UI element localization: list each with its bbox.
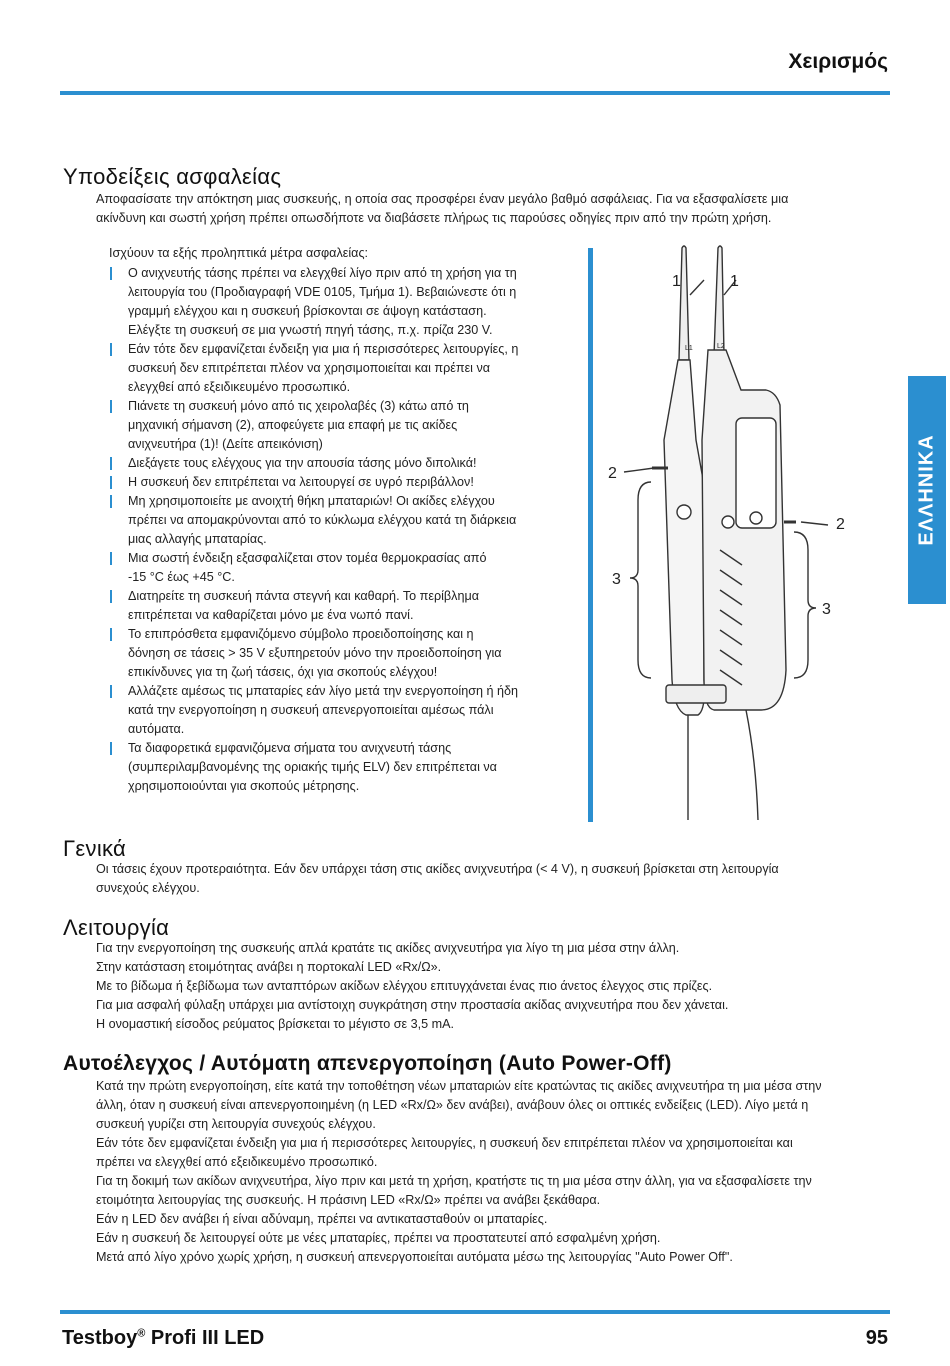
safety-bullet (108, 549, 568, 587)
bullet-marker (110, 343, 112, 356)
cable-right (746, 710, 758, 820)
safety-bullet-line: επικίνδυνες για τη ζωή τάσεις, όχι για σκοπούς ελέγχου! (128, 665, 438, 679)
bullet-marker (110, 476, 112, 489)
selftest-line: Εάν η LED δεν ανάβει ή είναι αδύναμη, πρέπει να αντικατασταθούν οι μπαταρίες. (96, 1212, 548, 1226)
led-2 (722, 516, 734, 528)
safety-bullet-line: επιτρέπεται να καθαρίζεται μόνο με ένα νωπό πανί. (128, 608, 414, 622)
probe-tip-left (679, 246, 689, 360)
general-title: Γενικά (63, 836, 127, 861)
safety-bullet-line: Διεξάγετε τους ελέγχους για την απουσία τάσης μόνο διπολικά! (128, 456, 477, 470)
led-3 (750, 512, 762, 524)
callout-1-right: 1 (730, 273, 739, 290)
safety-bullet-line: λειτουργία του (Προδιαγραφή VDE 0105, Τμήμα 1). Βεβαιώνεστε ότι η (128, 285, 517, 299)
safety-bullet-line: μηχανική σήμανση (2), αποφεύγετε μια επαφή με τις ακίδες (128, 418, 458, 432)
probe-right-label: L2 (717, 343, 725, 350)
safety-bullet-line: συσκευή δεν επιτρέπεται πλέον να χρησιμοποιείται και πρέπει να (128, 361, 491, 375)
safety-bullet-line: γραμμή ελέγχου και η συσκευή βρίσκονται σε άψογη κατάσταση. (128, 304, 487, 318)
safety-bullet-line: δόνηση σε τάσεις > 35 V εξυπηρετούν μόνο την προειδοποίηση για (128, 646, 502, 660)
footer-rule (60, 1310, 890, 1314)
safety-bullet (108, 492, 568, 549)
safety-bullet-line: Εάν τότε δεν εμφανίζεται ένδειξη για μια ή περισσότερες λειτουργίες, η (128, 342, 519, 356)
selftest-line: Για τη δοκιμή των ακίδων ανιχνευτήρα, λίγο πριν και μετά τη χρήση, κρατήστε τις τη μια μέσα στην άλλη, για να εξασφαλίσετε την (96, 1174, 812, 1188)
callout-line-1a (690, 280, 704, 295)
operation-title: Λειτουργία (63, 915, 170, 940)
brand-name: Testboy (62, 1327, 138, 1349)
callout-line-2b (801, 522, 828, 525)
bullet-marker (110, 267, 112, 280)
brace-left (630, 482, 651, 678)
safety-bullet (108, 739, 568, 796)
bullet-marker (110, 590, 112, 603)
callout-1-left: 1 (672, 273, 681, 290)
safety-bullet-line: Ο ανιχνευτής τάσης πρέπει να ελεγχθεί λίγο πριν από τη χρήση για τη (128, 266, 517, 280)
selftest-line: πρέπει να ελεγχθεί από εξειδικευμένο προσωπικό. (96, 1155, 378, 1169)
safety-bullet (108, 264, 568, 340)
safety-bullet-line: Τα διαφορετικά εμφανιζόμενα σήματα του ανιχνευτή τάσης (128, 741, 452, 755)
bullet-marker (110, 742, 112, 755)
footer-brand (62, 1327, 264, 1350)
safety-bullet-line: ανιχνευτήρα (1)! (Δείτε απεικόνιση) (128, 437, 323, 451)
safety-bullet-line: Μια σωστή ένδειξη εξασφαλίζεται στον τομέα θερμοκρασίας από (128, 551, 487, 565)
selftest-line: Μετά από λίγο χρόνο χωρίς χρήση, η συσκευή απενεργοποιείται αυτόματα μέσω της λειτουργίας "Auto Power Off". (96, 1250, 733, 1264)
cable-clip (666, 685, 726, 703)
voltage-tester-diagram (596, 240, 866, 820)
safety-intro-line: Αποφασίσατε την απόκτηση μιας συσκευής, η οποία σας προσφέρει έναν μεγάλο βαθμό ασφάλειας. Για να εξασφαλίσετε μια (96, 192, 789, 206)
bullet-marker (110, 685, 112, 698)
selftest-line: συσκευή γυρίζει στη λειτουργία συνεχούς ελέγχου. (96, 1117, 376, 1131)
safety-bullet-line: ελεγχθεί από εξειδικευμένο προσωπικό. (128, 380, 351, 394)
main-body (702, 350, 786, 710)
safety-bullet-line: Η συσκευή δεν επιτρέπεται να λειτουργεί σε υγρό περιβάλλον! (128, 475, 474, 489)
safety-bullet-line: Μη χρησιμοποιείτε με ανοιχτή θήκη μπαταριών! Οι ακίδες ελέγχου (128, 494, 495, 508)
safety-bullet-line: Διατηρείτε τη συσκευή πάντα στεγνή και καθαρή. Το περίβλημα (128, 589, 479, 603)
measures-intro: Ισχύουν τα εξής προληπτικά μέτρα ασφαλείας: (109, 246, 369, 260)
selftest-line: Κατά την πρώτη ενεργοποίηση, είτε κατά την τοποθέτηση νέων μπαταριών είτε κρατώντας τις ακίδες ανιχνευτήρα τη μια μέσα στην (96, 1079, 822, 1093)
safety-bullet-line: -15 °C έως +45 °C. (128, 570, 235, 584)
safety-bullet (108, 625, 568, 682)
language-tab (908, 376, 946, 604)
safety-bullet-line: χρησιμοποιούνται για σκοπούς μέτρησης. (128, 779, 360, 793)
diagram-accent-bar (588, 248, 593, 822)
operation-line: Για την ενεργοποίηση της συσκευής απλά κρατάτε τις ακίδες ανιχνευτήρα για λίγο τη μια μέσα στην άλλη. (96, 941, 680, 955)
selftest-line: Εάν η συσκευή δε λειτουργεί ούτε με νέες μπαταρίες, πρέπει να προστατευτεί από εσφαλμένη χρήση. (96, 1231, 661, 1245)
operation-text (96, 939, 886, 1034)
brace-right (794, 532, 816, 678)
probe-left-label: L1 (685, 345, 693, 352)
callout-line-2a (624, 468, 654, 472)
safety-bullet-line: Πιάνετε τη συσκευή μόνο από τις χειρολαβές (3) κάτω από τη (128, 399, 469, 413)
safety-bullet-line: πρέπει να απομακρύνονται από το κύκλωμα ελέγχου κατά τη διάρκεια (128, 513, 517, 527)
operation-line: Για μια ασφαλή φύλαξη υπάρχει μια αντίστοιχη συγκράτηση στην προστασία ακίδας ανιχνευτήρα που δεν χάνεται. (96, 998, 729, 1012)
safety-bullet-line: Ελέγξτε τη συσκευή σε μια γνωστή πηγή τάσης, π.χ. πρίζα 230 V. (128, 323, 493, 337)
general-text (96, 860, 886, 898)
language-tab-label: ΕΛΛΗΝΙΚΑ (915, 434, 938, 546)
operation-line: Στην κατάσταση ετοιμότητας ανάβει η πορτοκαλί LED «Rx/Ω». (96, 960, 442, 974)
probe-body-left (664, 360, 704, 715)
operation-line: Με το βίδωμα ή ξεβίδωμα των ανταπτόρων ακίδων ελέγχου επιτυγχάνεται ένας πιο άνετος έλεγχος στις πρίζες. (96, 979, 713, 993)
safety-bullet (108, 682, 568, 739)
callout-3-right: 3 (822, 601, 831, 618)
selftest-title: Αυτοέλεγχος / Αυτόματη απενεργοποίηση (Auto Power-Off) (63, 1052, 672, 1075)
probe-tip-right (714, 246, 724, 355)
page-number: 95 (865, 1327, 888, 1349)
safety-bullet-line: (συμπεριλαμβανομένης της οριακής τιμής ELV) δεν επιτρέπεται να (128, 760, 497, 774)
callout-2-right: 2 (836, 516, 845, 533)
safety-bullet (108, 587, 568, 625)
registered-mark: ® (137, 1327, 146, 1340)
callout-3-left: 3 (612, 571, 621, 588)
safety-bullet (108, 454, 568, 473)
safety-title: Υποδείξεις ασφαλείας (63, 164, 282, 189)
selftest-line: άλλη, όταν η συσκευή είναι απενεργοποιημένη (η LED «Rx/Ω» δεν ανάβει), ανάβουν όλες οι οπτικές ενδείξεις (LED). Λίγο μετά η (96, 1098, 809, 1112)
safety-bullet-list (108, 264, 568, 796)
callout-2-left: 2 (608, 465, 617, 482)
safety-intro (96, 190, 886, 228)
safety-bullet-line: κατά την ενεργοποίηση η συσκευή απενεργοποιείται αμέσως πάλι (128, 703, 494, 717)
safety-bullet (108, 340, 568, 397)
selftest-line: Εάν τότε δεν εμφανίζεται ένδειξη για μια ή περισσότερες λειτουργίες, η συσκευή δεν επιτρέπεται πλέον να χρησιμοποιείται και (96, 1136, 793, 1150)
operation-line: Η ονομαστική είσοδος ρεύματος βρίσκεται το μέγιστο σε 3,5 mA. (96, 1017, 455, 1031)
bullet-marker (110, 552, 112, 565)
bullet-marker (110, 400, 112, 413)
safety-bullet-line: Αλλάζετε αμέσως τις μπαταρίες εάν λίγο μετά την ενεργοποίηση ή ήδη (128, 684, 519, 698)
safety-bullet-line: μιας αλλαγής μπαταρίας. (128, 532, 267, 546)
selftest-text (96, 1077, 886, 1267)
general-line: συνεχούς ελέγχου. (96, 881, 200, 895)
header-rule (60, 91, 890, 95)
model-name: Profi III LED (150, 1327, 265, 1349)
safety-bullet-line: Το επιπρόσθετα εμφανιζόμενο σύμβολο προειδοποίησης και η (128, 627, 474, 641)
bullet-marker (110, 457, 112, 470)
safety-bullet-line: αυτόματα. (128, 722, 185, 736)
safety-bullet (108, 397, 568, 454)
general-line: Οι τάσεις έχουν προτεραιότητα. Εάν δεν υπάρχει τάση στις ακίδες ανιχνευτήρα (< 4 V), η συσκευή βρίσκεται στη λειτουργία (96, 862, 779, 876)
selftest-line: ετοιμότητα λειτουργίας της συσκευής. Η πράσινη LED «Rx/Ω» πρέπει να ανάβει ξεκάθαρα. (96, 1193, 601, 1207)
safety-intro-line: ακίνδυνη και σωστή χρήση πρέπει οπωσδήποτε να διαβάσετε πλήρως τις παρούσες οδηγίες πριν από την πρώτη χρήση. (96, 211, 772, 225)
page-header-title: Χειρισμός (788, 50, 888, 73)
bullet-marker (110, 495, 112, 508)
safety-bullet (108, 473, 568, 492)
led-1 (677, 505, 691, 519)
bullet-marker (110, 628, 112, 641)
